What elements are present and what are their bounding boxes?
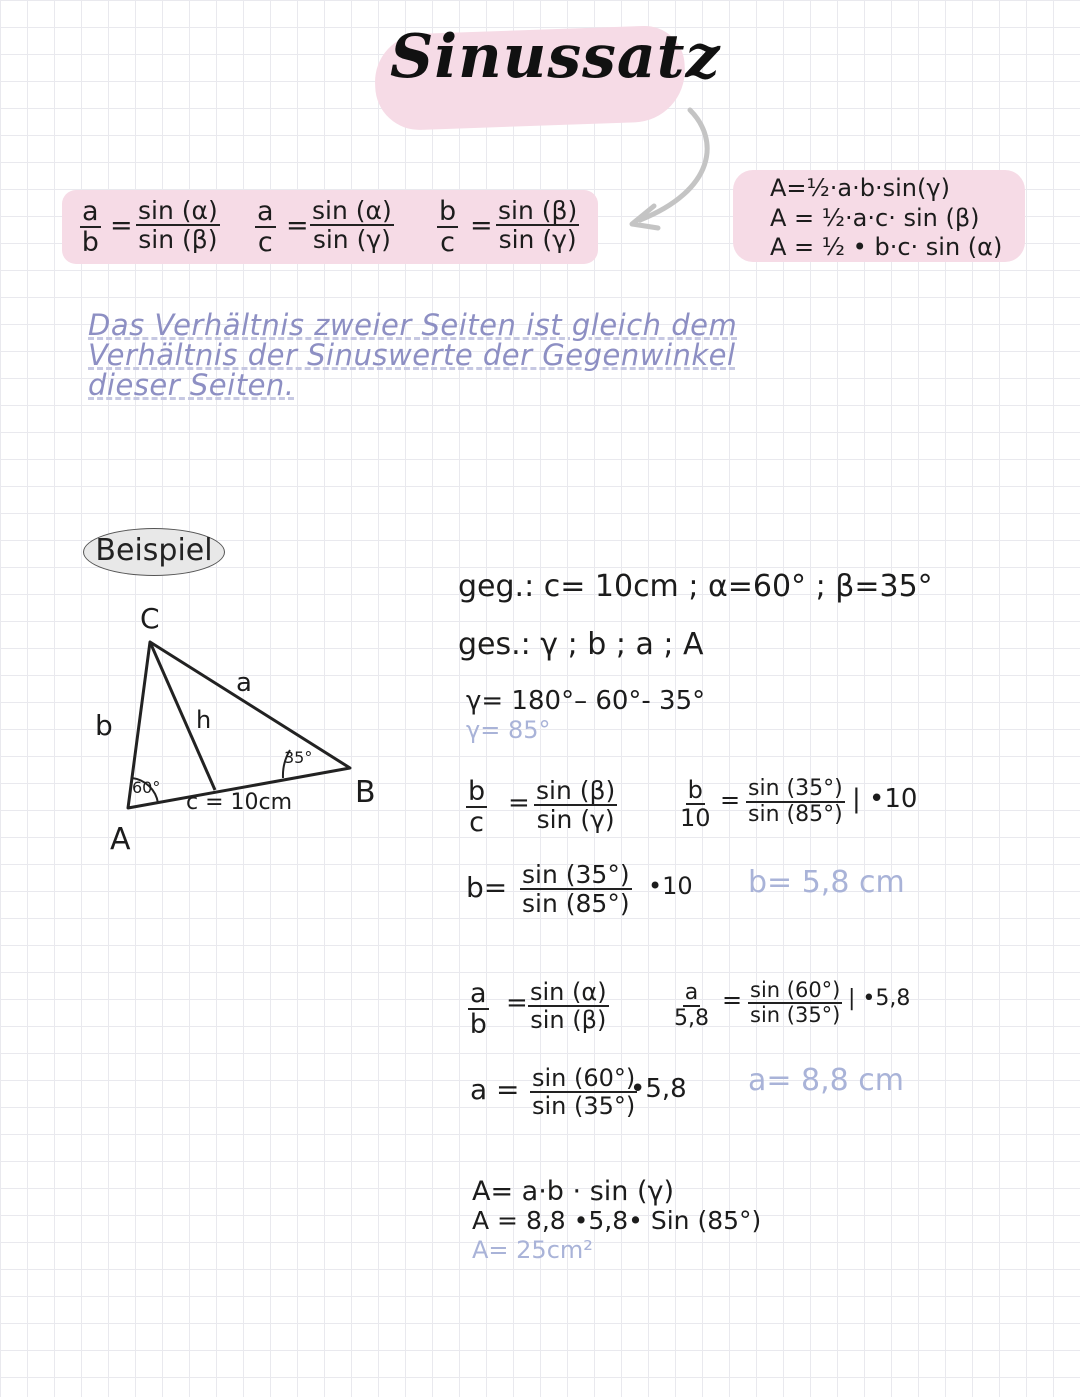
area-formula: A= a·b · sin (γ): [472, 1176, 674, 1207]
arrow-icon: [620, 100, 730, 240]
wanted-line: ges.: γ ; b ; a ; A: [458, 627, 704, 662]
b-result: b= 5,8 cm: [748, 865, 905, 900]
gamma-calc: γ= 180°– 60°- 35°: [466, 686, 706, 716]
area-substitution: A = 8,8 •5,8• Sin (85°): [472, 1206, 762, 1235]
page-title: Sinussatz: [390, 22, 721, 92]
rule-description: Das Verhältnis zweier Seiten ist gleich dem Verhältnis der Sinuswerte der Gegenwinkel dieser Seiten.: [88, 308, 738, 402]
angle-beta-label: 35°: [284, 748, 313, 767]
vertex-a: A: [110, 822, 131, 857]
side-a-label: a: [236, 668, 252, 698]
given-line: geg.: c= 10cm ; α=60° ; β=35°: [458, 569, 933, 604]
area-result: A= 25cm²: [472, 1236, 593, 1264]
gamma-result: γ= 85°: [466, 716, 551, 744]
area-formula-3: A = ½ • b·c· sin (α): [770, 233, 1003, 261]
height-label: h: [196, 706, 212, 734]
area-formula-2: A = ½·a·c· sin (β): [770, 204, 980, 232]
vertex-b: B: [355, 775, 376, 810]
angle-alpha-label: 60°: [132, 778, 161, 797]
a-result: a= 8,8 cm: [748, 1063, 905, 1098]
vertex-c: C: [140, 602, 160, 635]
area-formula-1: A=½·a·b·sin(γ): [770, 174, 950, 202]
side-c-label: c = 10cm: [186, 790, 293, 815]
side-b-label: b: [95, 709, 113, 742]
example-label: Beispiel: [83, 528, 225, 576]
